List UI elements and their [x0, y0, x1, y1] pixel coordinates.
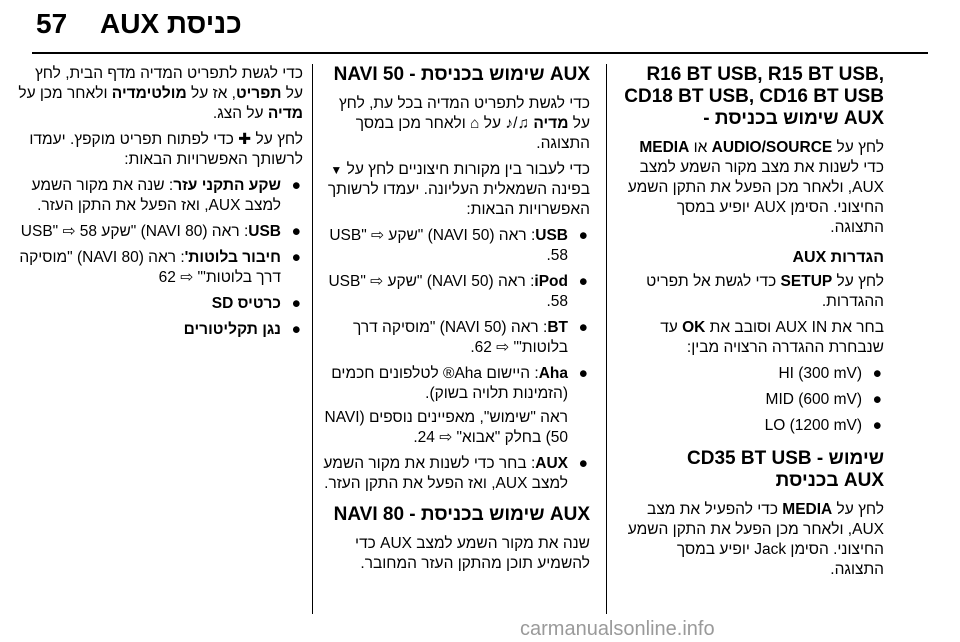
list-item: ● LO (1200 mV) — [764, 417, 882, 434]
right-column — [622, 64, 884, 586]
middle-paragraph-1: כדי לגשת לתפריט המדיה בכל עת, לחץ על מדיה ♫/♪ על ⌂ ולאחר מכן במסך התצוגה. — [338, 95, 590, 152]
left-paragraph-2: לחץ על ✚ כדי לפתוח תפריט מוקפץ. יעמדו לרשותך האפשרויות הבאות: — [29, 131, 303, 168]
dropdown-arrow-icon: ▼ — [330, 163, 343, 177]
list-item: ● חיבור בלוטות': ראה (NAVI 80) "מוסיקה דרך בלוטות'" ⇨ 62 — [19, 249, 301, 286]
list-item: ● נגן תקליטורים — [183, 321, 301, 338]
column-divider — [606, 64, 607, 614]
list-item: ● Aha: היישום Aha® לטלפונים חכמים (הזמינות תלויה בשוק). ראה "שימוש", מאפיינים נוספים (NAVI 50) בחלק "אבוא" ⇨ 24. — [324, 365, 588, 446]
watermark: carmanualsonline.info — [520, 618, 715, 640]
list-item: ● כרטיס SD — [211, 295, 301, 312]
right-paragraph-1: לחץ על AUDIO/SOURCE או MEDIA כדי לשנות את מצב מקור השמע למצב AUX, ולאחר מכן הפעל את התקן השמע החיצוני. הסימן AUX יופיע במסך התצוגה. — [627, 139, 884, 236]
middle-paragraph-3: שנה את מקור השמע למצב AUX כדי להשמיע תוכן מהתקן העזר המחובר. — [355, 535, 590, 572]
cd35-section-title: CD35 BT USB - שימוש בכניסת AUX — [687, 448, 884, 491]
navi80-section-title: NAVI 80 - שימוש בכניסת AUX — [333, 504, 590, 525]
left-paragraph-1: כדי לגשת לתפריט המדיה מדף הבית, לחץ על תפריט, אז על מולטימדיה ולאחר מכן על מדיה על הצג. — [18, 65, 303, 122]
page-header — [0, 0, 960, 52]
navi50-section-title: NAVI 50 - שימוש בכניסת AUX — [333, 64, 590, 85]
right-paragraph-3: בחר את AUX IN וסובב את OK עד שנבחרת ההגדרה הרצויה מבין: — [660, 319, 884, 356]
list-item: ● BT: ראה (NAVI 50) "מוסיקה דרך בלוטות'" ⇨ 62. — [353, 319, 588, 356]
list-item: ● USB: ראה (NAVI 50) "שקע USB" ⇨ 58. — [329, 227, 588, 264]
list-item: ● שקע התקני עזר: שנה את מקור השמע למצב AUX, ואז הפעל את התקן העזר. — [31, 177, 301, 214]
middle-column — [320, 64, 590, 580]
list-item: ● MID (600 mV) — [765, 391, 882, 408]
section-title: AUX כניסת — [100, 8, 242, 39]
list-item: ● AUX: בחר כדי לשנות את מקור השמע למצב AUX, ואז הפעל את התקן העזר. — [323, 455, 588, 492]
list-item: ● HI (300 mV) — [778, 365, 882, 382]
aux-settings-heading: הגדרות AUX — [792, 249, 884, 266]
right-column-title: R16 BT USB, R15 BT USB, CD18 BT USB, CD16 BT USB - שימוש בכניסת AUX — [624, 64, 884, 129]
aux-level-list — [622, 364, 884, 436]
home-icon: ⌂ — [470, 115, 480, 132]
page-number: 57 — [36, 8, 68, 39]
navi50-source-list — [320, 226, 590, 494]
column-divider — [312, 64, 313, 614]
list-item: ● iPod: ראה (NAVI 50) "שקע USB" ⇨ 58. — [328, 273, 588, 310]
right-paragraph-4: לחץ על MEDIA כדי להפעיל את מצב AUX, ולאחר מכן הפעל את התקן השמע החיצוני. הסימן Jack יופיע במסך התצוגה. — [627, 501, 884, 578]
header-divider — [32, 52, 928, 54]
middle-paragraph-2: כדי לעבור בין מקורות חיצוניים לחץ על ▼ בפינה השמאלית העליונה. יעמדו לרשותך האפשרויות הבאות: — [327, 161, 590, 218]
navi80-option-list — [18, 176, 303, 340]
left-column — [18, 64, 303, 346]
plus-icon: ✚ — [238, 131, 252, 148]
list-item: ● USB: ראה (NAVI 80) "שקע USB" ⇨ 58 — [20, 223, 301, 240]
right-paragraph-2: לחץ על SETUP כדי לגשת אל תפריט ההגדרות. — [646, 273, 884, 310]
